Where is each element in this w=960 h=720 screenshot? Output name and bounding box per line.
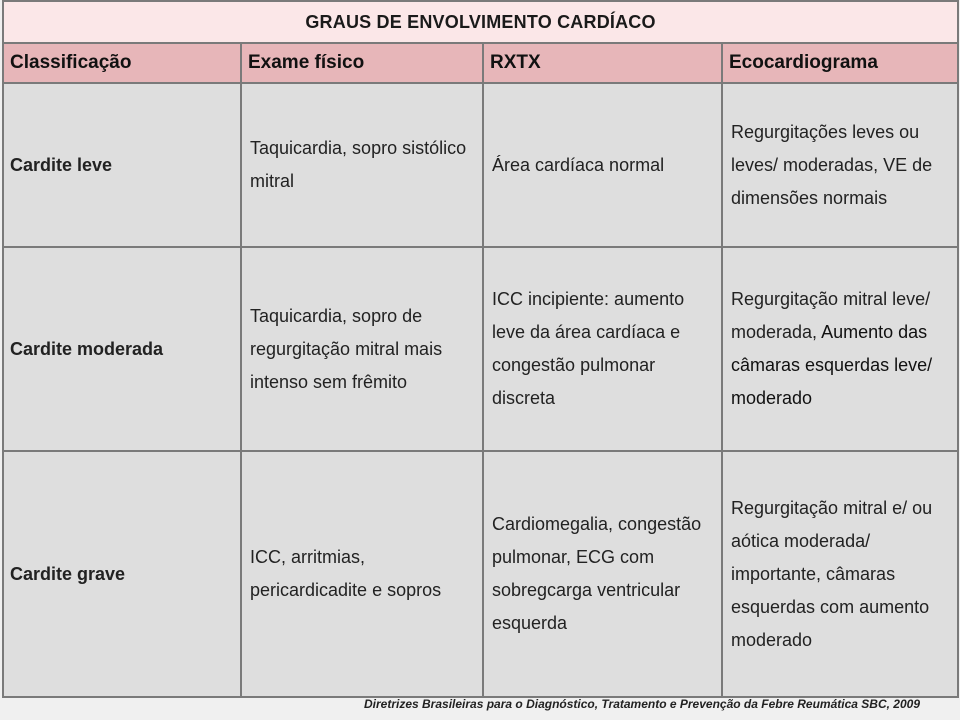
table-row: [3, 247, 958, 451]
cell-eco: [722, 247, 958, 451]
row-label: Cardite leve: [3, 83, 241, 247]
table-title: GRAUS DE ENVOLVIMENTO CARDÍACO: [3, 1, 958, 43]
cardiac-involvement-table: [2, 0, 959, 698]
cell-rxtx: Cardiomegalia, congestão pulmonar, ECG com sobregcarga ventricular esquerda: [483, 451, 722, 697]
row-label: Cardite moderada: [3, 247, 241, 451]
cell-rxtx: ICC incipiente: aumento leve da área cardíaca e congestão pulmonar discreta: [483, 247, 722, 451]
cell-eco-text: Regurgitação mitral leve/ moderada,: [731, 289, 931, 342]
cell-exame: Taquicardia, sopro sistólico mitral: [241, 83, 483, 247]
header-ecocardiograma: Ecocardiograma: [722, 43, 958, 83]
cell-eco: Regurgitações leves ou leves/ moderadas, VE de dimensões normais: [722, 83, 958, 247]
header-rxtx: RXTX: [483, 43, 722, 83]
source-citation: Diretrizes Brasileiras para o Diagnóstico, Tratamento e Prevenção da Febre Reumática SBC, 2009: [363, 697, 920, 711]
cell-eco-extra: Aumento das câmaras esquerdas leve/ moderado: [731, 322, 933, 408]
row-label: Cardite grave: [3, 451, 241, 697]
cell-exame: Taquicardia, sopro de regurgitação mitral mais intenso sem frêmito: [241, 247, 483, 451]
cell-rxtx: Área cardíaca normal: [483, 83, 722, 247]
header-classificacao: Classificação: [3, 43, 241, 83]
cell-eco: Regurgitação mitral e/ ou aótica moderada/ importante, câmaras esquerdas com aumento moderado: [722, 451, 958, 697]
table-row: [3, 83, 958, 247]
header-exame-fisico: Exame físico: [241, 43, 483, 83]
cell-exame: ICC, arritmias, pericardicadite e sopros: [241, 451, 483, 697]
table-row: [3, 451, 958, 697]
